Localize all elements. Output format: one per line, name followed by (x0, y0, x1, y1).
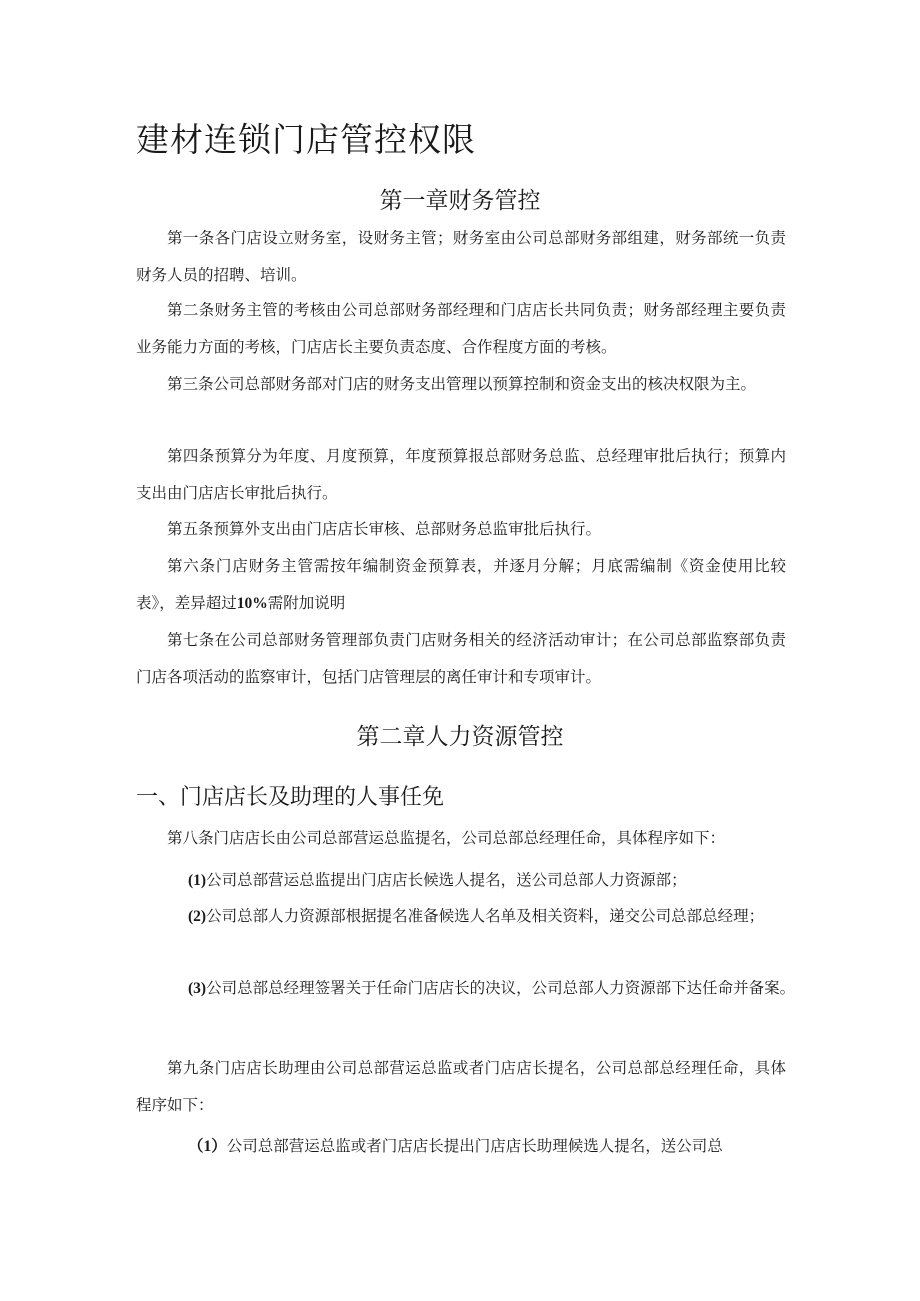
item-number: （1） (188, 1138, 227, 1155)
chapter-1-heading: 第一章财务管控 (379, 188, 541, 214)
item-number: (3) (188, 980, 207, 997)
article-6-text-after: 需附加说明 (267, 594, 346, 612)
article-8-item-3 (188, 970, 824, 1007)
article-7: 第七条在公司总部财务管理部负责门店财务相关的经济活动审计；在公司总部监察部负责门店各项活动的监察审计，包括门店管理层的离任审计和专项审计。 (136, 631, 786, 686)
item-text: 公司总部人力资源部根据提名准备候选人名单及相关资料，递交公司总部总经理； (206, 907, 765, 925)
item-text: 公司总部营运总监或者门店店长提出门店店长助理候选人提名，送公司总 (226, 1137, 723, 1155)
article-8-item-2 (188, 898, 824, 935)
article-6-text-before: 第六条门店财务主管需按年编制资金预算表，并逐月分解；月底需编制《资金使用比较表》，差异超过 (136, 557, 786, 612)
article-8-item-1 (188, 862, 824, 899)
item-text: 公司总部营运总监提出门店店长候选人提名，送公司总部人力资源部； (206, 871, 687, 889)
section-1-heading: 一、门店店长及助理的人事任免 (136, 785, 445, 810)
article-9-item-1 (188, 1128, 788, 1165)
chapter-2-heading: 第二章人力资源管控 (356, 724, 564, 750)
article-6 (136, 548, 786, 622)
item-number: (2) (188, 908, 207, 925)
item-text: 公司总部总经理签署关于任命门店店长的决议，公司总部人力资源部下达任命并备案。 (206, 979, 796, 997)
article-3: 第三条公司总部财务部对门店的财务支出管理以预算控制和资金支出的核决权限为主。 (167, 375, 757, 393)
article-1: 第一条各门店设立财务室，设财务主管；财务室由公司总部财务部组建，财务部统一负责财务人员的招聘、培训。 (136, 229, 786, 284)
article-2: 第二条财务主管的考核由公司总部财务部经理和门店店长共同负责；财务部经理主要负责业务能力方面的考核，门店店长主要负责态度、合作程度方面的考核。 (136, 301, 786, 356)
article-6-threshold: 10% (236, 595, 268, 612)
document-title: 建材连锁门店管控权限 (136, 120, 476, 159)
article-9: 第九条门店店长助理由公司总部营运总监或者门店店长提名，公司总部总经理任命，具体程序如下： (136, 1059, 786, 1114)
article-8: 第八条门店店长由公司总部营运总监提名，公司总部总经理任命，具体程序如下： (167, 829, 726, 847)
item-number: (1) (188, 872, 207, 889)
article-5: 第五条预算外支出由门店店长审核、总部财务总监审批后执行。 (167, 520, 602, 538)
article-4: 第四条预算分为年度、月度预算，年度预算报总部财务总监、总经理审批后执行；预算内支出由门店店长审批后执行。 (136, 447, 786, 502)
